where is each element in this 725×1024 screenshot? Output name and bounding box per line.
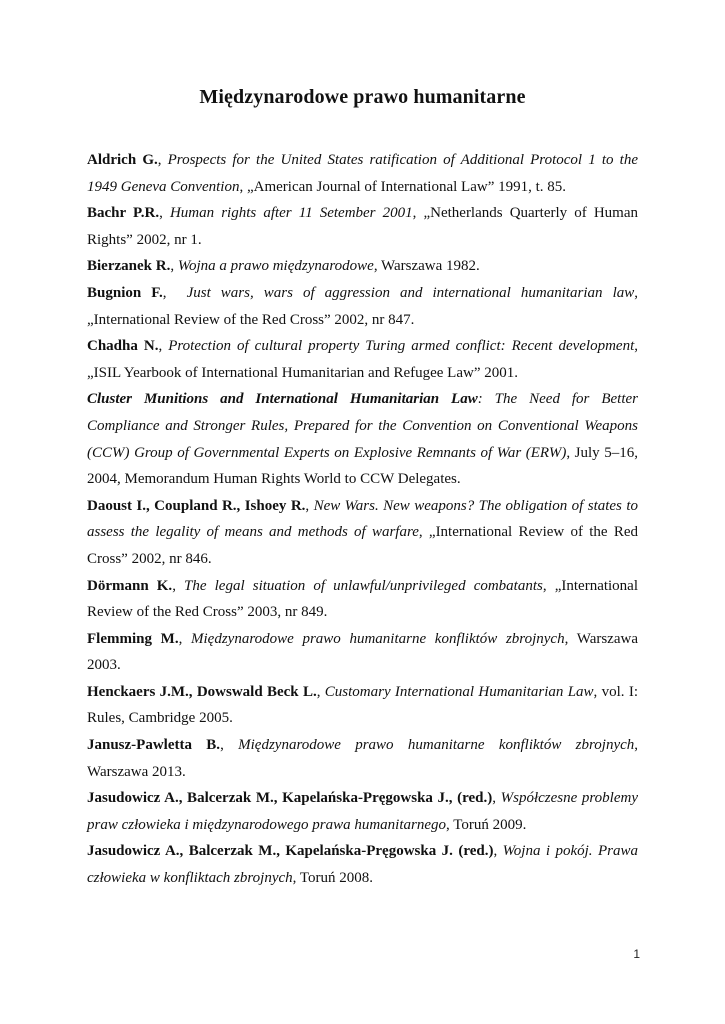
entry-title: Wojna i pokój. Prawa człowieka w konfliktach zbrojnych xyxy=(87,843,638,887)
entry-separator: , xyxy=(412,205,424,222)
entry-details: „Netherlands Quarterly of Human Rights” 2002, nr 1. xyxy=(87,205,639,248)
entry-author: Henckaers J.M., Dowswald Beck L. xyxy=(87,683,317,700)
bibliography-list xyxy=(87,147,638,892)
entry-separator: , xyxy=(305,497,314,514)
entry-separator: , xyxy=(157,152,168,168)
entry-details: Toruń 2008. xyxy=(299,870,374,887)
entry-title: Międzynarodowe prawo humanitarne konfliktów zbrojnych xyxy=(238,737,635,754)
entry-separator: , xyxy=(220,737,239,754)
entry-details: „International Review of the Red Cross” 2003, nr 849. xyxy=(87,577,639,621)
entry-details: Warszawa 2003. xyxy=(87,630,638,674)
entry-separator: , xyxy=(593,683,602,700)
entry-title: Prospects for the United States ratification of Additional Protocol 1 to the 1949 Geneva Convention xyxy=(87,152,638,195)
entry-details: vol. I: Rules, Cambridge 2005. xyxy=(87,683,638,727)
entry-separator: , xyxy=(172,577,185,594)
entry-author: Bierzanek R. xyxy=(87,258,171,275)
entry-separator: , xyxy=(158,338,169,355)
bibliography-entry xyxy=(87,280,638,333)
bibliography-entry xyxy=(87,200,638,253)
entry-details: „International Review of the Red Cross” 2002, nr 847. xyxy=(87,311,415,328)
entry-separator: , xyxy=(159,205,170,222)
bibliography-entry xyxy=(87,386,638,492)
entry-separator: , xyxy=(493,843,503,860)
entry-details: Warszawa 2013. xyxy=(87,763,186,780)
entry-title: Protection of cultural property Turing armed conflict: Recent development xyxy=(168,338,635,355)
entry-author: Bugnion F. xyxy=(87,284,163,301)
entry-details: „ISIL Yearbook of International Humanitarian and Refugee Law” 2001. xyxy=(87,364,518,381)
entry-separator: , xyxy=(292,870,300,887)
entry-details: „International Review of the Red Cross” 2002, nr 846. xyxy=(87,524,638,567)
entry-title: Human rights after 11 Setember 2001 xyxy=(169,205,413,222)
entry-separator: , xyxy=(634,284,638,301)
bibliography-entry xyxy=(87,573,638,626)
entry-author: Jasudowicz A., Balcerzak M., Kapelańska-Pręgowska J., (red.) xyxy=(87,790,493,807)
bibliography-entry xyxy=(87,732,638,785)
entry-author: Daoust I., Coupland R., Ishoey R. xyxy=(87,497,306,514)
entry-title: The Need for Better Compliance and Stronger Rules, Prepared for the Convention on Conventional Weapons (CCW) Group of Governmental Experts on Explosive Remnants of War (ERW) xyxy=(87,391,638,461)
entry-separator: , xyxy=(564,630,577,647)
entry-separator: , xyxy=(446,816,454,833)
bibliography-entry xyxy=(87,626,638,679)
entry-title: The legal situation of unlawful/unprivileged combatants xyxy=(184,577,543,594)
entry-separator: , xyxy=(542,577,555,594)
page-number: 1 xyxy=(633,947,640,961)
bibliography-entry xyxy=(87,147,638,200)
entry-separator: , xyxy=(239,178,247,195)
entry-separator: , xyxy=(634,737,639,754)
entry-author: Flemming M. xyxy=(87,630,179,647)
entry-details: Warszawa 1982. xyxy=(381,258,480,275)
entry-author: Cluster Munitions and International Humanitarian Law xyxy=(87,391,478,408)
entry-title: Współczesne problemy praw człowieka i międzynarodowego prawa humanitarnego xyxy=(87,790,638,833)
entry-title: Customary International Humanitarian Law xyxy=(324,683,594,700)
bibliography-entry xyxy=(87,679,638,732)
entry-title: New Wars. New weapons? The obligation of states to assess the legality of means and methods of warfare xyxy=(87,497,638,541)
entry-title: Wojna a prawo międzynarodowe xyxy=(177,258,374,275)
entry-separator: , xyxy=(418,524,429,541)
entry-separator: , xyxy=(170,258,178,275)
entry-separator: , xyxy=(162,284,187,301)
entry-title: Międzynarodowe prawo humanitarne konfliktów zbrojnych xyxy=(191,630,565,647)
entry-separator: : xyxy=(477,391,495,408)
entry-author: Aldrich G. xyxy=(87,152,158,168)
entry-separator: , xyxy=(178,630,192,647)
entry-separator: , xyxy=(566,444,575,461)
entry-details: July 5–16, 2004, Memorandum Human Rights World to CCW Delegates. xyxy=(87,444,638,488)
entry-author: Bachr P.R. xyxy=(87,205,160,222)
bibliography-entry xyxy=(87,785,638,838)
entry-separator: , xyxy=(316,683,325,700)
entry-separator: , xyxy=(492,790,501,807)
bibliography-entry xyxy=(87,333,638,386)
entry-details: Toruń 2009. xyxy=(453,816,527,833)
entry-title: Just wars, wars of aggression and international humanitarian law xyxy=(186,284,635,301)
entry-details: „American Journal of International Law” 1991, t. 85. xyxy=(246,178,567,195)
page-title: Międzynarodowe prawo humanitarne xyxy=(199,86,526,108)
bibliography-entry xyxy=(87,493,638,573)
entry-separator: , xyxy=(634,338,638,355)
bibliography-entry xyxy=(87,838,638,891)
entry-separator: , xyxy=(373,258,382,275)
bibliography-entry xyxy=(87,253,638,280)
entry-author: Dörmann K. xyxy=(87,577,173,594)
entry-author: Jasudowicz A., Balcerzak M., Kapelańska-Pręgowska J. (red.) xyxy=(87,843,494,860)
entry-author: Janusz-Pawletta B. xyxy=(87,737,221,754)
entry-author: Chadha N. xyxy=(87,338,159,355)
